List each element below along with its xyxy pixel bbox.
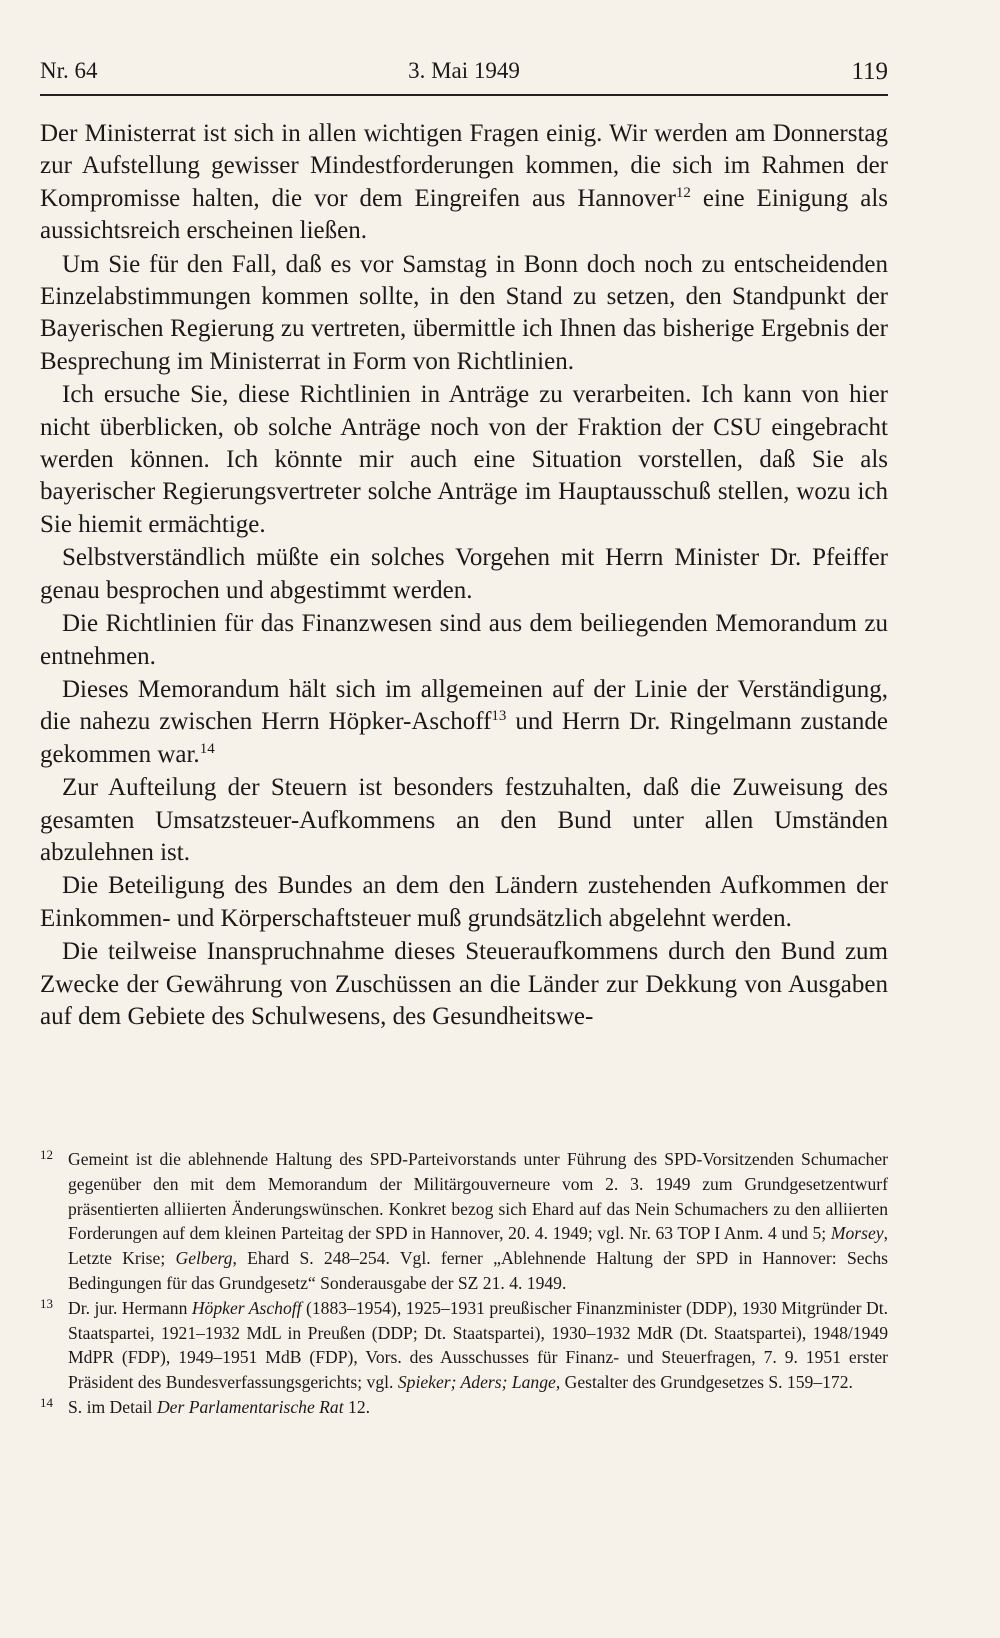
page-number: 119 [851,58,888,85]
paragraph: Selbstverständlich müßte ein solches Vorgehen mit Herrn Minister Dr. Pfeiffer genau besprochen und abgestimmt werden. [40,544,888,604]
footnote-14: 14 S. im Detail Der Parlamentarische Rat 12. [40,1395,888,1420]
paragraph: Die teilweise Inanspruchnahme dieses Steueraufkommens durch den Bund zum Zwecke der Gewährung von Zuschüssen an die Länder zur Dekkung von Ausgaben auf dem Gebiete des Schulwesens, des Gesundheitswe- [40,938,888,1030]
paragraph: Die Beteiligung des Bundes an dem den Ländern zustehenden Aufkommen der Einkommen- und Körperschaftsteuer muß grundsätzlich abgelehnt werden. [40,872,888,932]
paragraph: Der Ministerrat ist sich in allen wichtigen Fragen einig. Wir werden am Donnerstag zur Aufstellung gewisser Mindestforderungen kommen, die sich im Rahmen der Kompromisse halten, die vor dem Eingreifen aus Hannover$^{12}$ eine Einigung als aussichtsreich erscheinen ließen. [40,120,888,245]
footnote-number: 12 [40,1147,53,1162]
footnote-number: 14 [40,1394,53,1410]
footnote-ref: 14 [199,740,215,757]
document-number: Nr. 64 [40,58,98,83]
paragraph: Ich ersuche Sie, diese Richtlinien in Anträge zu verarbeiten. Ich kann von hier nicht überblicken, ob solche Anträge noch von der Fraktion der CSU eingebracht werden können. Ich könnte mir auch eine Situation vorstellen, daß Sie als bayerischer Regierungsvertreter solche Anträge im Hauptausschuß stellen, wozu ich Sie hiemit ermächtige. [40,381,888,538]
paragraph: Um Sie für den Fall, daß es vor Samstag in Bonn doch noch zu entscheidenden Einzelabstimmungen kommen sollte, in den Stand zu setzen, den Standpunkt der Bayerischen Regierung zu vertreten, übermittle ich Ihnen das bisherige Ergebnis der Besprechung im Ministerrat in Form von Richtlinien. [40,250,888,375]
footnotes [40,1147,888,1420]
footnote-12: 12 Gemeint ist die ablehnende Haltung des SPD-Parteivorstands unter Führung des SPD-Vorsitzenden Schumacher gegenüber den mit dem Memorandum der Militärgouverneure vom 2. 3. 1949 zum Grundgesetzentwurf präsentierten alliierten Änderungswünschen. Konkret bezog sich Ehard auf das Nein Schumachers zu den alliierten Forderungen auf dem kleinen Parteitag der SPD in Hannover, 20. 4. 1949; vgl. Nr. 63 TOP I Anm. 4 und 5; Morsey, Letzte Krise; Gelberg, Ehard S. 248–254. Vgl. ferner „Ablehnende Haltung der SPD in Hannover: Sechs Bedingungen für das Grundgesetz“ Sonderausgabe der SZ 21. 4. 1949. [40,1147,888,1296]
header-date: 3. Mai 1949 [408,58,520,83]
footnote-ref: 13 [491,708,507,725]
footnote-number: 13 [40,1295,53,1311]
paragraph: Dieses Memorandum hält sich im allgemeinen auf der Linie der Verständigung, die nahezu zwischen Herrn Höpker-Aschoff$^{13}$ und Herrn Dr. Ringelmann zustande gekommen war.$^{14}$ [40,675,889,768]
footnote-ref: 12 [675,184,691,201]
running-header [40,58,888,96]
body-text [40,118,888,1033]
footnote-13: 13 Dr. jur. Hermann Höpker Aschoff (1883–1954), 1925–1931 preußischer Finanzminister (DDP), 1930 Mitgründer Dt. Staatspartei, 1921–1932 MdL in Preußen (DDP; Dt. Staatspartei), 1930–1932 MdR (Dt. Staatspartei), 1948/1949 MdPR (FDP), 1949–1951 MdB (FDP), Vors. des Ausschusses für Finanz- und Steuerfragen, 7. 9. 1951 erster Präsident des Bundesverfassungsgerichts; vgl. Spieker; Aders; Lange, Gestalter des Grundgesetzes S. 159–172. [40,1296,888,1395]
paragraph: Zur Aufteilung der Steuern ist besonders festzuhalten, daß die Zuweisung des gesamten Umsatzsteuer-Aufkommens an den Bund unter allen Umständen abzulehnen ist. [40,774,888,866]
paragraph: Die Richtlinien für das Finanzwesen sind aus dem beiliegenden Memorandum zu entnehmen. [40,610,888,670]
